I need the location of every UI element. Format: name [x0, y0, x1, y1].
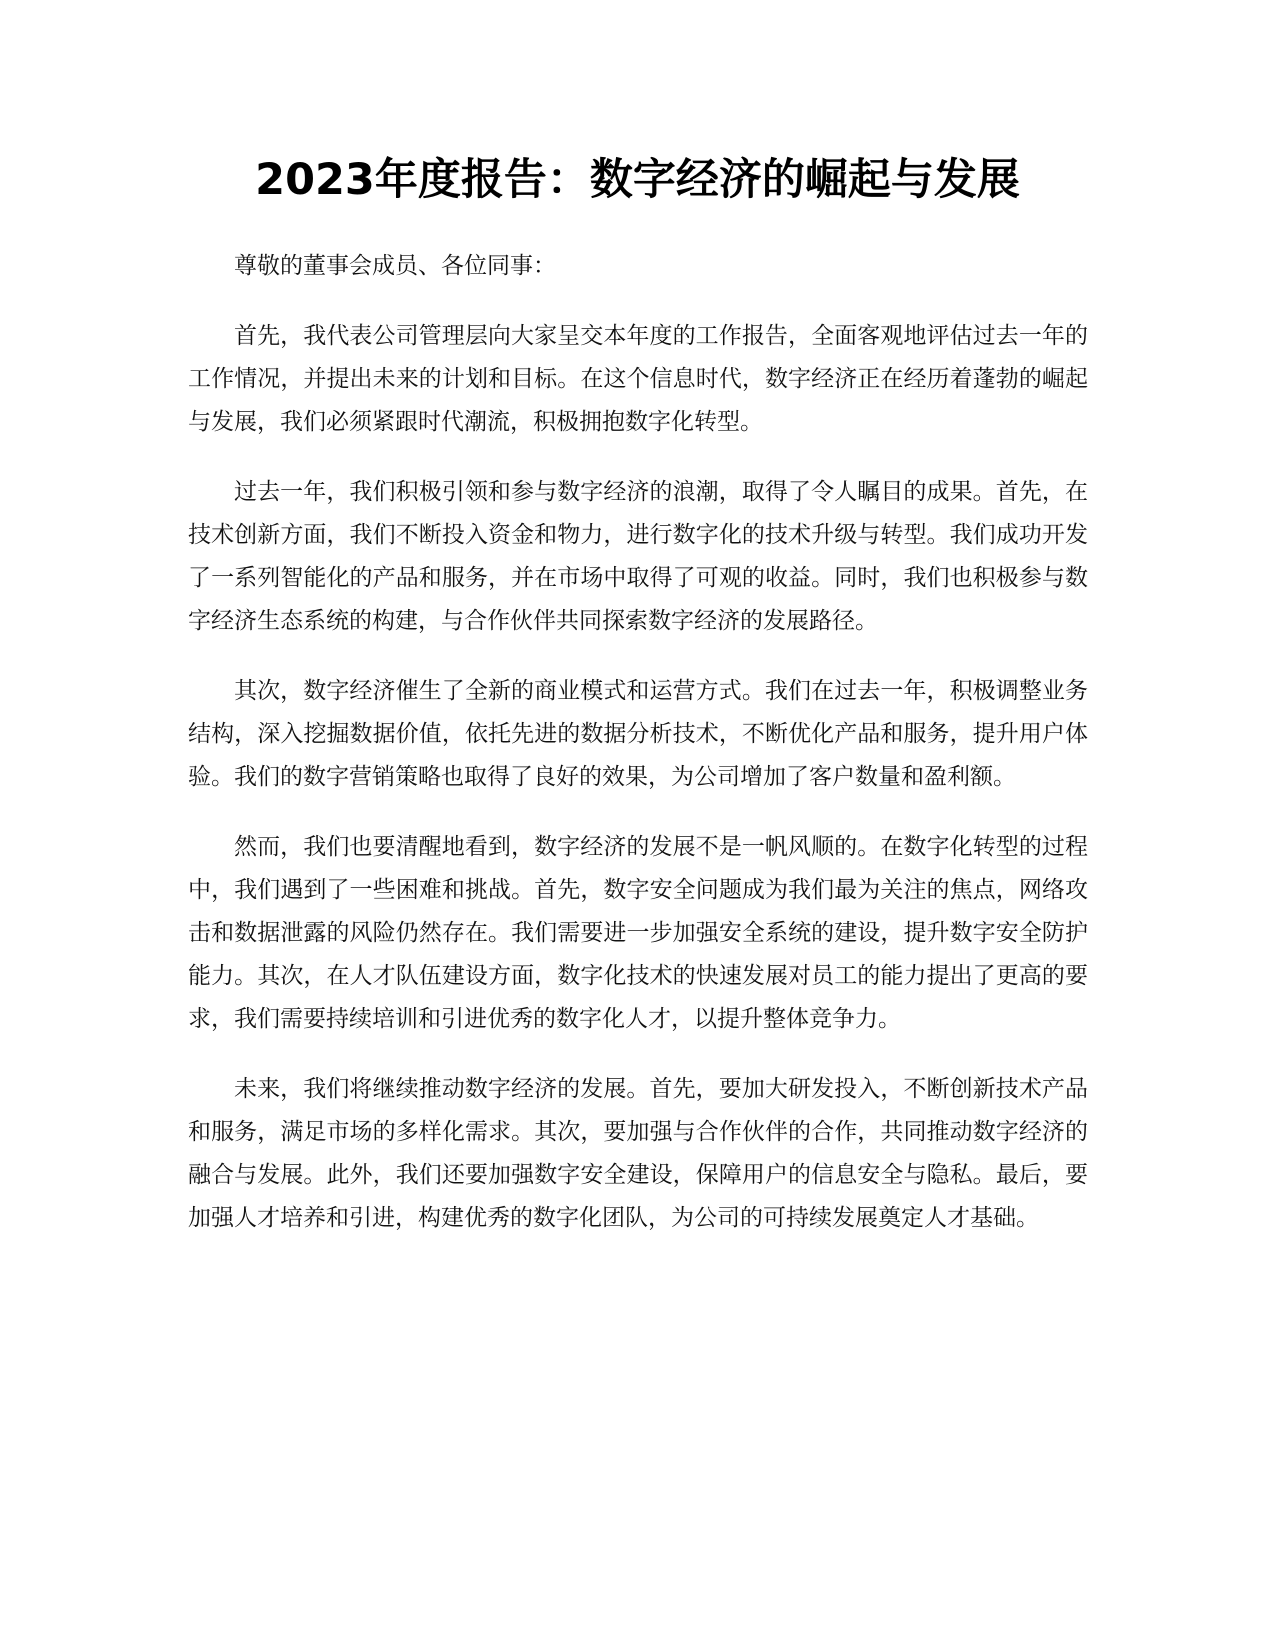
paragraph-achievements: 过去一年，我们积极引领和参与数字经济的浪潮，取得了令人瞩目的成果。首先，在技术创新方面，我们不断投入资金和物力，进行数字化的技术升级与转型。我们成功开发了一系列智能化的产品和服务，并在市场中取得了可观的收益。同时，我们也积极参与数字经济生态系统的构建，与合作伙伴共同探索数字经济的发展路径。	[188, 479, 1088, 634]
paragraph-challenges: 然而，我们也要清醒地看到，数字经济的发展不是一帆风顺的。在数字化转型的过程中，我们遇到了一些困难和挑战。首先，数字安全问题成为我们最为关注的焦点，网络攻击和数据泄露的风险仍然存在。我们需要进一步加强安全系统的建设，提升数字安全防护能力。其次，在人才队伍建设方面，数字化技术的快速发展对员工的能力提出了更高的要求，我们需要持续培训和引进优秀的数字化人才，以提升整体竞争力。	[188, 834, 1088, 1032]
paragraph-intro: 首先，我代表公司管理层向大家呈交本年度的工作报告，全面客观地评估过去一年的工作情况，并提出未来的计划和目标。在这个信息时代，数字经济正在经历着蓬勃的崛起与发展，我们必须紧跟时代潮流，积极拥抱数字化转型。	[188, 323, 1088, 435]
salutation: 尊敬的董事会成员、各位同事：	[234, 253, 556, 279]
paragraph-future-plans: 未来，我们将继续推动数字经济的发展。首先，要加大研发投入，不断创新技术产品和服务，满足市场的多样化需求。其次，要加强与合作伙伴的合作，共同推动数字经济的融合与发展。此外，我们还要加强数字安全建设，保障用户的信息安全与隐私。最后，要加强人才培养和引进，构建优秀的数字化团队，为公司的可持续发展奠定人才基础。	[188, 1076, 1088, 1231]
document-body	[188, 245, 1088, 1267]
document-title: 2023年度报告：数字经济的崛起与发展	[255, 155, 1020, 205]
paragraph-business-models: 其次，数字经济催生了全新的商业模式和运营方式。我们在过去一年，积极调整业务结构，深入挖掘数据价值，依托先进的数据分析技术，不断优化产品和服务，提升用户体验。我们的数字营销策略也取得了良好的效果，为公司增加了客户数量和盈利额。	[188, 678, 1088, 790]
